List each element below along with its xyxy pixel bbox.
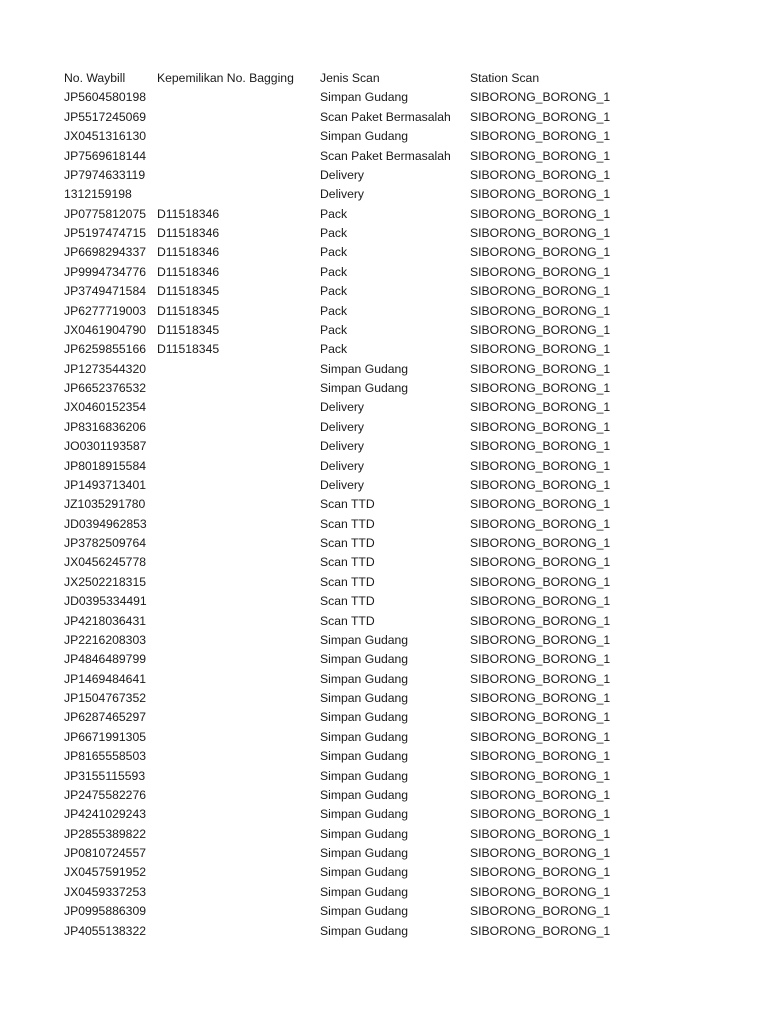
cell-jenis-scan: Simpan Gudang: [320, 652, 409, 667]
cell-no-waybill: JP0775812075: [64, 206, 147, 221]
cell-station-scan: SIBORONG_BORONG_1: [470, 807, 611, 822]
cell-station-scan: SIBORONG_BORONG_1: [470, 904, 611, 919]
cell-kepemilikan-no-bagging: [157, 708, 320, 727]
table-row: [64, 612, 624, 631]
cell-station-scan: SIBORONG_BORONG_1: [470, 846, 611, 860]
cell-jenis-scan: Pack: [320, 245, 348, 260]
cell-jenis-scan: Simpan Gudang: [320, 729, 409, 744]
cell-no-waybill: JP3782509764: [64, 536, 147, 550]
cell-station-scan: SIBORONG_BORONG_1: [470, 497, 611, 512]
cell-no-waybill: JP3155115593: [64, 768, 146, 783]
cell-no-waybill: JP5604580198: [64, 90, 147, 105]
cell-jenis-scan: Delivery: [320, 458, 365, 473]
cell-jenis-scan: Delivery: [320, 439, 365, 454]
cell-jenis-scan: Simpan Gudang: [320, 381, 409, 395]
cell-station-scan: SIBORONG_BORONG_1: [470, 865, 611, 880]
cell-station-scan: SIBORONG_BORONG_1: [470, 749, 611, 764]
cell-jenis-scan: Delivery: [320, 400, 365, 415]
cell-kepemilikan-no-bagging: [157, 689, 320, 708]
cell-no-waybill: JP6652376532: [64, 381, 147, 395]
cell-kepemilikan-no-bagging: [157, 825, 320, 844]
cell-station-scan: SIBORONG_BORONG_1: [470, 148, 611, 163]
cell-jenis-scan: Simpan Gudang: [320, 749, 409, 764]
cell-station-scan: SIBORONG_BORONG_1: [470, 884, 611, 899]
table-row: [64, 592, 624, 611]
cell-no-waybill: JP1273544320: [64, 361, 147, 376]
table-row: [64, 495, 624, 514]
table-row: [64, 515, 624, 534]
cell-kepemilikan-no-bagging: [157, 379, 320, 398]
cell-station-scan: SIBORONG_BORONG_1: [470, 187, 611, 202]
table-row: [64, 282, 624, 301]
cell-no-waybill: JP6259855166: [64, 342, 147, 357]
cell-kepemilikan-no-bagging: [157, 631, 320, 650]
cell-no-waybill: JP4218036431: [64, 613, 147, 628]
cell-station-scan: SIBORONG_BORONG_1: [470, 574, 611, 589]
waybill-scan-table: [64, 69, 624, 941]
table-row: [64, 379, 624, 398]
cell-kepemilikan-no-bagging: D11518346: [157, 226, 220, 240]
header-station-scan: Station Scan: [470, 71, 540, 85]
table-row: [64, 185, 624, 204]
cell-jenis-scan: Delivery: [320, 477, 365, 492]
table-row: [64, 360, 624, 379]
table-row: [64, 437, 624, 456]
cell-no-waybill: JD0394962853: [64, 516, 147, 531]
cell-kepemilikan-no-bagging: D11518346: [157, 264, 220, 279]
cell-station-scan: SIBORONG_BORONG_1: [470, 826, 611, 841]
cell-kepemilikan-no-bagging: [157, 418, 320, 437]
cell-no-waybill: JP3749471584: [64, 284, 147, 299]
cell-no-waybill: JP6698294337: [64, 245, 147, 260]
cell-jenis-scan: Scan TTD: [320, 497, 375, 512]
cell-no-waybill: JP2475582276: [64, 787, 147, 802]
cell-station-scan: SIBORONG_BORONG_1: [470, 303, 611, 318]
cell-no-waybill: JX0459337253: [64, 884, 147, 899]
cell-kepemilikan-no-bagging: [157, 127, 320, 146]
table-row: [64, 747, 624, 766]
cell-kepemilikan-no-bagging: [157, 902, 320, 921]
cell-kepemilikan-no-bagging: [157, 166, 320, 185]
cell-kepemilikan-no-bagging: [157, 844, 320, 863]
cell-station-scan: SIBORONG_BORONG_1: [470, 923, 611, 938]
cell-jenis-scan: Scan TTD: [320, 536, 375, 550]
cell-no-waybill: JD0395334491: [64, 594, 147, 609]
cell-kepemilikan-no-bagging: [157, 88, 320, 107]
table-row: [64, 398, 624, 417]
cell-kepemilikan-no-bagging: D11518345: [157, 284, 220, 299]
cell-no-waybill: JP6671991305: [64, 729, 147, 744]
cell-kepemilikan-no-bagging: [157, 147, 320, 166]
cell-station-scan: SIBORONG_BORONG_1: [470, 381, 611, 395]
cell-no-waybill: JP1504767352: [64, 691, 147, 705]
cell-kepemilikan-no-bagging: [157, 863, 320, 882]
cell-no-waybill: JP2855389822: [64, 826, 147, 841]
cell-station-scan: SIBORONG_BORONG_1: [470, 458, 611, 473]
cell-kepemilikan-no-bagging: [157, 728, 320, 747]
table-row: [64, 805, 624, 824]
cell-jenis-scan: Simpan Gudang: [320, 884, 409, 899]
cell-station-scan: SIBORONG_BORONG_1: [470, 710, 611, 725]
cell-station-scan: SIBORONG_BORONG_1: [470, 691, 611, 705]
cell-kepemilikan-no-bagging: [157, 670, 320, 689]
cell-kepemilikan-no-bagging: [157, 883, 320, 902]
cell-jenis-scan: Simpan Gudang: [320, 691, 409, 705]
cell-kepemilikan-no-bagging: [157, 457, 320, 476]
cell-kepemilikan-no-bagging: D11518346: [157, 245, 220, 260]
cell-no-waybill: JX0457591952: [64, 865, 147, 880]
header-jenis-scan: Jenis Scan: [320, 71, 380, 85]
cell-jenis-scan: Simpan Gudang: [320, 361, 409, 376]
cell-kepemilikan-no-bagging: [157, 612, 320, 631]
cell-station-scan: SIBORONG_BORONG_1: [470, 90, 611, 105]
cell-no-waybill: JP0810724557: [64, 846, 147, 860]
cell-station-scan: SIBORONG_BORONG_1: [470, 439, 611, 454]
cell-no-waybill: JX0460152354: [64, 400, 147, 415]
table-row: [64, 825, 624, 844]
table-row: [64, 767, 624, 786]
cell-jenis-scan: Pack: [320, 226, 348, 240]
cell-station-scan: SIBORONG_BORONG_1: [470, 768, 611, 783]
table-row: [64, 88, 624, 107]
table-row: [64, 243, 624, 262]
cell-no-waybill: 1312159198: [64, 187, 132, 202]
cell-kepemilikan-no-bagging: [157, 767, 320, 786]
cell-station-scan: SIBORONG_BORONG_1: [470, 284, 611, 299]
table-row: [64, 689, 624, 708]
cell-jenis-scan: Simpan Gudang: [320, 632, 409, 647]
cell-no-waybill: JP2216208303: [64, 632, 147, 647]
table-row: [64, 166, 624, 185]
cell-no-waybill: JP7974633119: [64, 167, 146, 182]
cell-kepemilikan-no-bagging: [157, 495, 320, 514]
cell-station-scan: SIBORONG_BORONG_1: [470, 594, 611, 609]
cell-jenis-scan: Scan TTD: [320, 613, 375, 628]
cell-kepemilikan-no-bagging: D11518345: [157, 322, 220, 337]
cell-jenis-scan: Pack: [320, 342, 348, 357]
cell-station-scan: SIBORONG_BORONG_1: [470, 787, 611, 802]
cell-jenis-scan: Scan TTD: [320, 516, 375, 531]
table-row: [64, 263, 624, 282]
cell-no-waybill: JP6277719003: [64, 303, 147, 318]
cell-kepemilikan-no-bagging: [157, 398, 320, 417]
cell-station-scan: SIBORONG_BORONG_1: [470, 109, 611, 124]
table-row: [64, 902, 624, 921]
cell-jenis-scan: Simpan Gudang: [320, 826, 409, 841]
table-row: [64, 883, 624, 902]
table-row: [64, 457, 624, 476]
cell-station-scan: SIBORONG_BORONG_1: [470, 361, 611, 376]
cell-kepemilikan-no-bagging: D11518345: [157, 303, 220, 318]
cell-station-scan: SIBORONG_BORONG_1: [470, 632, 611, 647]
cell-jenis-scan: Simpan Gudang: [320, 787, 409, 802]
cell-no-waybill: JP5517245069: [64, 109, 147, 124]
cell-kepemilikan-no-bagging: [157, 476, 320, 495]
cell-station-scan: SIBORONG_BORONG_1: [470, 613, 611, 628]
cell-station-scan: SIBORONG_BORONG_1: [470, 516, 611, 531]
table-row: [64, 340, 624, 359]
cell-kepemilikan-no-bagging: D11518346: [157, 206, 220, 221]
table-row: [64, 205, 624, 224]
table-row: [64, 553, 624, 572]
cell-station-scan: SIBORONG_BORONG_1: [470, 322, 611, 337]
cell-no-waybill: JP4055138322: [64, 923, 147, 938]
cell-jenis-scan: Delivery: [320, 419, 365, 434]
cell-no-waybill: JP4241029243: [64, 807, 147, 822]
cell-jenis-scan: Scan TTD: [320, 594, 375, 609]
cell-no-waybill: JP1469484641: [64, 671, 147, 686]
cell-jenis-scan: Simpan Gudang: [320, 671, 409, 686]
cell-jenis-scan: Scan TTD: [320, 574, 375, 589]
cell-jenis-scan: Simpan Gudang: [320, 768, 409, 783]
cell-station-scan: SIBORONG_BORONG_1: [470, 129, 611, 144]
cell-no-waybill: JX0456245778: [64, 555, 147, 570]
table-row: [64, 418, 624, 437]
cell-station-scan: SIBORONG_BORONG_1: [470, 206, 611, 221]
cell-kepemilikan-no-bagging: [157, 650, 320, 669]
cell-kepemilikan-no-bagging: [157, 437, 320, 456]
cell-jenis-scan: Simpan Gudang: [320, 129, 409, 144]
cell-kepemilikan-no-bagging: [157, 534, 320, 553]
cell-no-waybill: JZ1035291780: [64, 497, 146, 512]
cell-jenis-scan: Scan Paket Bermasalah: [320, 109, 451, 124]
cell-jenis-scan: Simpan Gudang: [320, 904, 409, 919]
cell-no-waybill: JP7569618144: [64, 148, 147, 163]
table-row: [64, 534, 624, 553]
cell-no-waybill: JP8018915584: [64, 458, 147, 473]
cell-kepemilikan-no-bagging: [157, 108, 320, 127]
cell-kepemilikan-no-bagging: [157, 922, 320, 941]
cell-no-waybill: JP4846489799: [64, 652, 147, 667]
cell-kepemilikan-no-bagging: [157, 786, 320, 805]
cell-kepemilikan-no-bagging: [157, 805, 320, 824]
cell-no-waybill: JP1493713401: [64, 477, 147, 492]
cell-station-scan: SIBORONG_BORONG_1: [470, 342, 611, 357]
cell-no-waybill: JP6287465297: [64, 710, 147, 725]
header-no-waybill: No. Waybill: [64, 71, 126, 85]
cell-no-waybill: JP9994734776: [64, 264, 147, 279]
cell-jenis-scan: Pack: [320, 206, 348, 221]
cell-station-scan: SIBORONG_BORONG_1: [470, 400, 611, 415]
cell-no-waybill: JP8165558503: [64, 749, 147, 764]
cell-kepemilikan-no-bagging: D11518345: [157, 342, 220, 357]
table-row: [64, 573, 624, 592]
table-row: [64, 863, 624, 882]
cell-jenis-scan: Pack: [320, 284, 348, 299]
header-kepemilikan-no-bagging: Kepemilikan No. Bagging: [157, 71, 294, 85]
cell-jenis-scan: Simpan Gudang: [320, 90, 409, 105]
cell-jenis-scan: Pack: [320, 264, 348, 279]
cell-station-scan: SIBORONG_BORONG_1: [470, 419, 611, 434]
cell-no-waybill: JP8316836206: [64, 419, 147, 434]
cell-no-waybill: JP0995886309: [64, 904, 147, 919]
table-row: [64, 127, 624, 146]
cell-kepemilikan-no-bagging: [157, 185, 320, 204]
table-row: [64, 708, 624, 727]
cell-jenis-scan: Simpan Gudang: [320, 710, 409, 725]
cell-jenis-scan: Delivery: [320, 167, 365, 182]
cell-jenis-scan: Simpan Gudang: [320, 846, 409, 860]
cell-jenis-scan: Simpan Gudang: [320, 865, 409, 880]
cell-no-waybill: JX0461904790: [64, 322, 147, 337]
cell-station-scan: SIBORONG_BORONG_1: [470, 652, 611, 667]
cell-station-scan: SIBORONG_BORONG_1: [470, 264, 611, 279]
table-body: [64, 88, 624, 941]
cell-station-scan: SIBORONG_BORONG_1: [470, 536, 611, 550]
waybill-scan-sheet: [64, 69, 684, 941]
cell-station-scan: SIBORONG_BORONG_1: [470, 671, 611, 686]
cell-kepemilikan-no-bagging: [157, 360, 320, 379]
cell-jenis-scan: Scan TTD: [320, 555, 375, 570]
cell-jenis-scan: Simpan Gudang: [320, 923, 409, 938]
cell-station-scan: SIBORONG_BORONG_1: [470, 226, 611, 240]
cell-no-waybill: JO0301193587: [64, 439, 147, 454]
table-row: [64, 728, 624, 747]
table-row: [64, 302, 624, 321]
cell-kepemilikan-no-bagging: [157, 747, 320, 766]
cell-station-scan: SIBORONG_BORONG_1: [470, 477, 611, 492]
cell-kepemilikan-no-bagging: [157, 592, 320, 611]
table-row: [64, 147, 624, 166]
cell-kepemilikan-no-bagging: [157, 573, 320, 592]
cell-jenis-scan: Delivery: [320, 187, 365, 202]
cell-no-waybill: JX2502218315: [64, 574, 147, 589]
cell-jenis-scan: Pack: [320, 322, 348, 337]
table-row: [64, 321, 624, 340]
cell-jenis-scan: Pack: [320, 303, 348, 318]
cell-no-waybill: JP5197474715: [64, 226, 147, 240]
cell-no-waybill: JX0451316130: [64, 129, 147, 144]
table-row: [64, 631, 624, 650]
table-row: [64, 108, 624, 127]
table-row: [64, 650, 624, 669]
header-row: [64, 69, 624, 88]
cell-station-scan: SIBORONG_BORONG_1: [470, 245, 611, 260]
cell-station-scan: SIBORONG_BORONG_1: [470, 555, 611, 570]
cell-station-scan: SIBORONG_BORONG_1: [470, 729, 611, 744]
table-row: [64, 670, 624, 689]
table-row: [64, 476, 624, 495]
cell-kepemilikan-no-bagging: [157, 553, 320, 572]
cell-jenis-scan: Simpan Gudang: [320, 807, 409, 822]
cell-station-scan: SIBORONG_BORONG_1: [470, 167, 611, 182]
cell-jenis-scan: Scan Paket Bermasalah: [320, 148, 451, 163]
table-row: [64, 786, 624, 805]
table-row: [64, 844, 624, 863]
table-row: [64, 224, 624, 243]
table-row: [64, 922, 624, 941]
cell-kepemilikan-no-bagging: [157, 515, 320, 534]
